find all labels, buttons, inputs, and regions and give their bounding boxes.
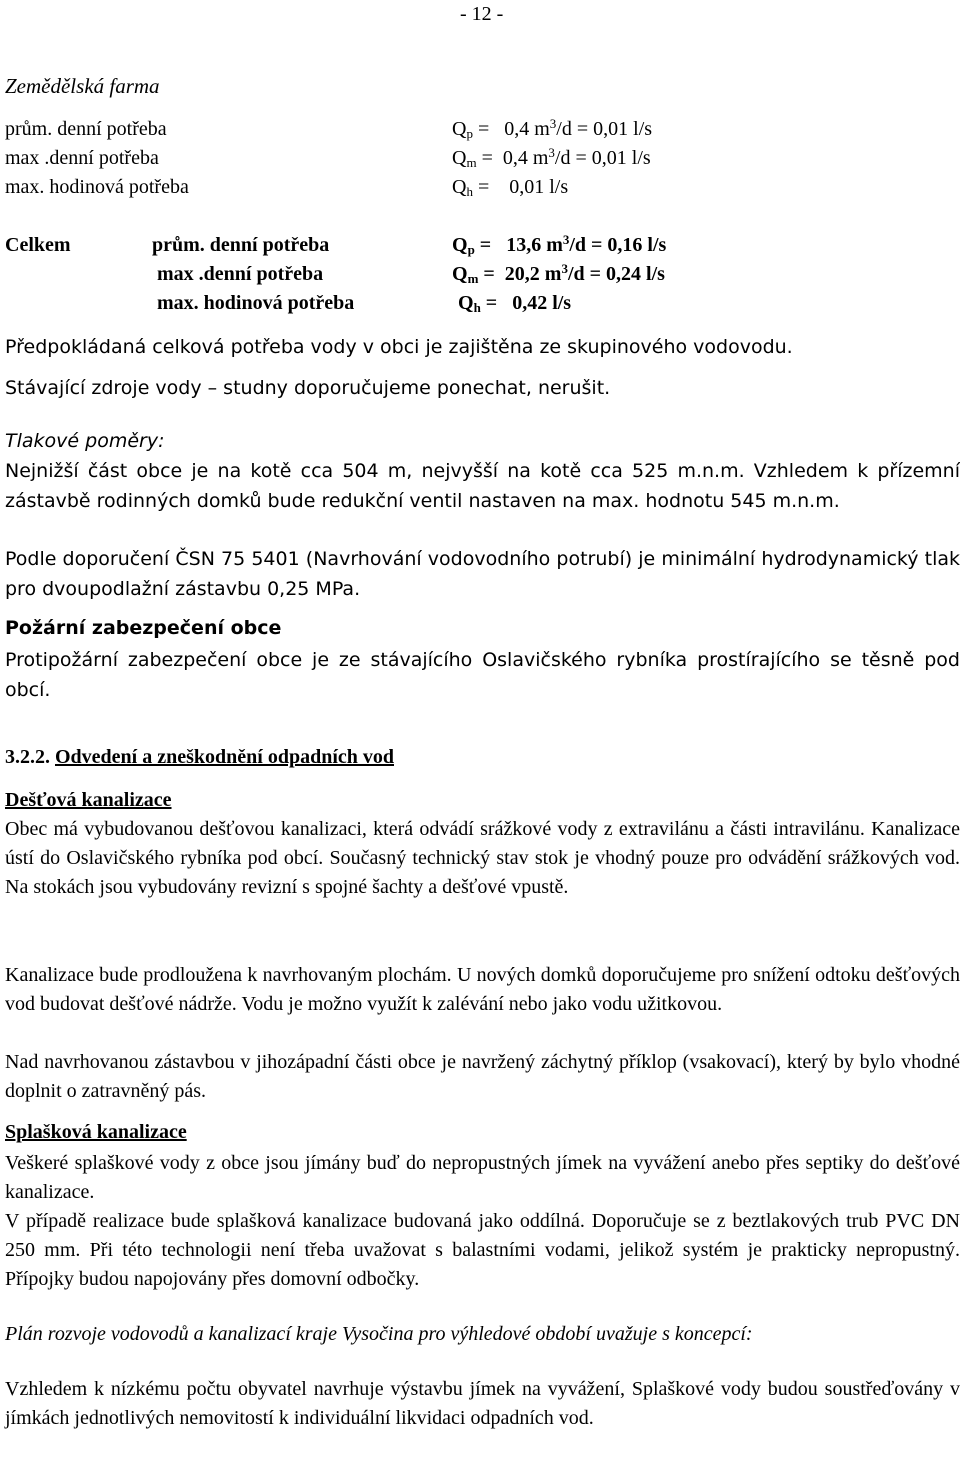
row-formula: $Q_m = 20,2$ $m^3/d = 0,24$ l/s xyxy=(452,261,665,286)
row-label: max. hodinová potřeba xyxy=(5,176,189,198)
sewage-text-2: V případě realizace bude splašková kanalizace budovaná jako oddílná. Doporučuje se z beztlakových trub PVC DN 250 mm. Při této technologii není třeba uvažovat s balastními vodami, jelikož systém je prakticky nepropustný. Přípojky budou napojovány přes domovní odbočky. xyxy=(5,1210,960,1290)
farm-title: Zemědělská farma xyxy=(5,74,160,98)
row-formula: $Q_p = 0,4$ $m^3/d = 0,01$ l/s xyxy=(452,116,653,141)
rain-title: Dešťová kanalizace xyxy=(5,789,172,811)
row-label: max. hodinová potřeba xyxy=(157,292,355,314)
pressure-text-2: Podle doporučení ČSN 75 5401 (Navrhování vodovodního potrubí) je minimální hydrodynamický tlak pro dvoupodlažní zástavbu 0,25 MPa. xyxy=(5,548,960,600)
rain-text-3: Nad navrhovanou zástavbou v jihozápadní části obce je navržený záchytný příklop (vsakovací), který by bylo vhodné doplnit o zatravněný pás. xyxy=(5,1051,960,1102)
fire-text: Protipožární zabezpečení obce je ze stávajícího Oslavičského rybníka prostírajícího se těsně pod obcí. xyxy=(5,649,960,701)
row-label: prům. denní potřeba xyxy=(5,118,167,140)
row-label: max .denní potřeba xyxy=(157,263,324,285)
rain-text-2: Kanalizace bude prodloužena k navrhovaným plochám. U nových domků doporučujeme pro snížení odtoku dešťových vod budovat dešťové nádrže. Vodu je možno využít k zalévání nebo jako vodu užitkovou. xyxy=(5,964,960,1015)
row-formula: $Q_h = 0,42$ l/s xyxy=(458,292,572,315)
total-label: Celkem xyxy=(5,234,71,256)
pressure-title: Tlakové poměry: xyxy=(5,430,165,452)
sewage-title: Splašková kanalizace xyxy=(5,1121,187,1143)
row-label: max .denní potřeba xyxy=(5,147,159,169)
row-label: prům. denní potřeba xyxy=(152,234,330,256)
page-number: - 12 - xyxy=(460,3,504,25)
pressure-text-1: Nejnižší část obce je na kotě cca 504 m, nejvyšší na kotě cca 525 m.n.m. Vzhledem k přízemní zástavbě rodinných domků bude redukční ventil nastaven na max. hodnotu 545 m.n.m. xyxy=(5,460,960,512)
fire-title: Požární zabezpečení obce xyxy=(5,617,282,639)
row-formula: $Q_m = 0,4$ $m^3/d = 0,01$ l/s xyxy=(452,145,651,170)
rain-text-1: Obec má vybudovanou dešťovou kanalizaci, která odvádí srážkové vody z extravilánu a části intravilánu. Kanalizace ústí do Oslavičského rybníka pod obcí. Současný technický stav stok je vhodný pouze pro odvádění srážkových vod. Na stokách jsou vybudovány revizní s spojné šachty a dešťové vpustě. xyxy=(5,818,960,898)
plan-text: Vzhledem k nízkému počtu obyvatel navrhuje výstavbu jímek na vyvážení, Splaškové vody budou soustřeďovány v jímkách jednotlivých nemovitostí k individuální likvidaci odpadních vod. xyxy=(5,1378,960,1429)
sewage-text-1: Veškeré splaškové vody z obce jsou jímány buď do nepropustných jímek na vyvážení anebo přes septiky do dešťové kanalizace. xyxy=(5,1152,960,1203)
plan-title: Plán rozvoje vodovodů a kanalizací kraje Vysočina pro výhledové období uvažuje s koncepcí: xyxy=(5,1323,753,1345)
wells-paragraph: Stávající zdroje vody – studny doporučujeme ponechat, nerušit. xyxy=(5,377,611,399)
row-formula: $Q_h$ = 0,01 l/s xyxy=(452,176,569,199)
supply-paragraph: Předpokládaná celková potřeba vody v obci je zajištěna ze skupinového vodovodu. xyxy=(5,336,793,358)
section-heading: 3.2.2. Odvedení a zneškodnění odpadních vod xyxy=(5,746,394,768)
row-formula: $Q_p = 13,6$ $m^3/d = 0,16$ l/s xyxy=(452,232,667,257)
